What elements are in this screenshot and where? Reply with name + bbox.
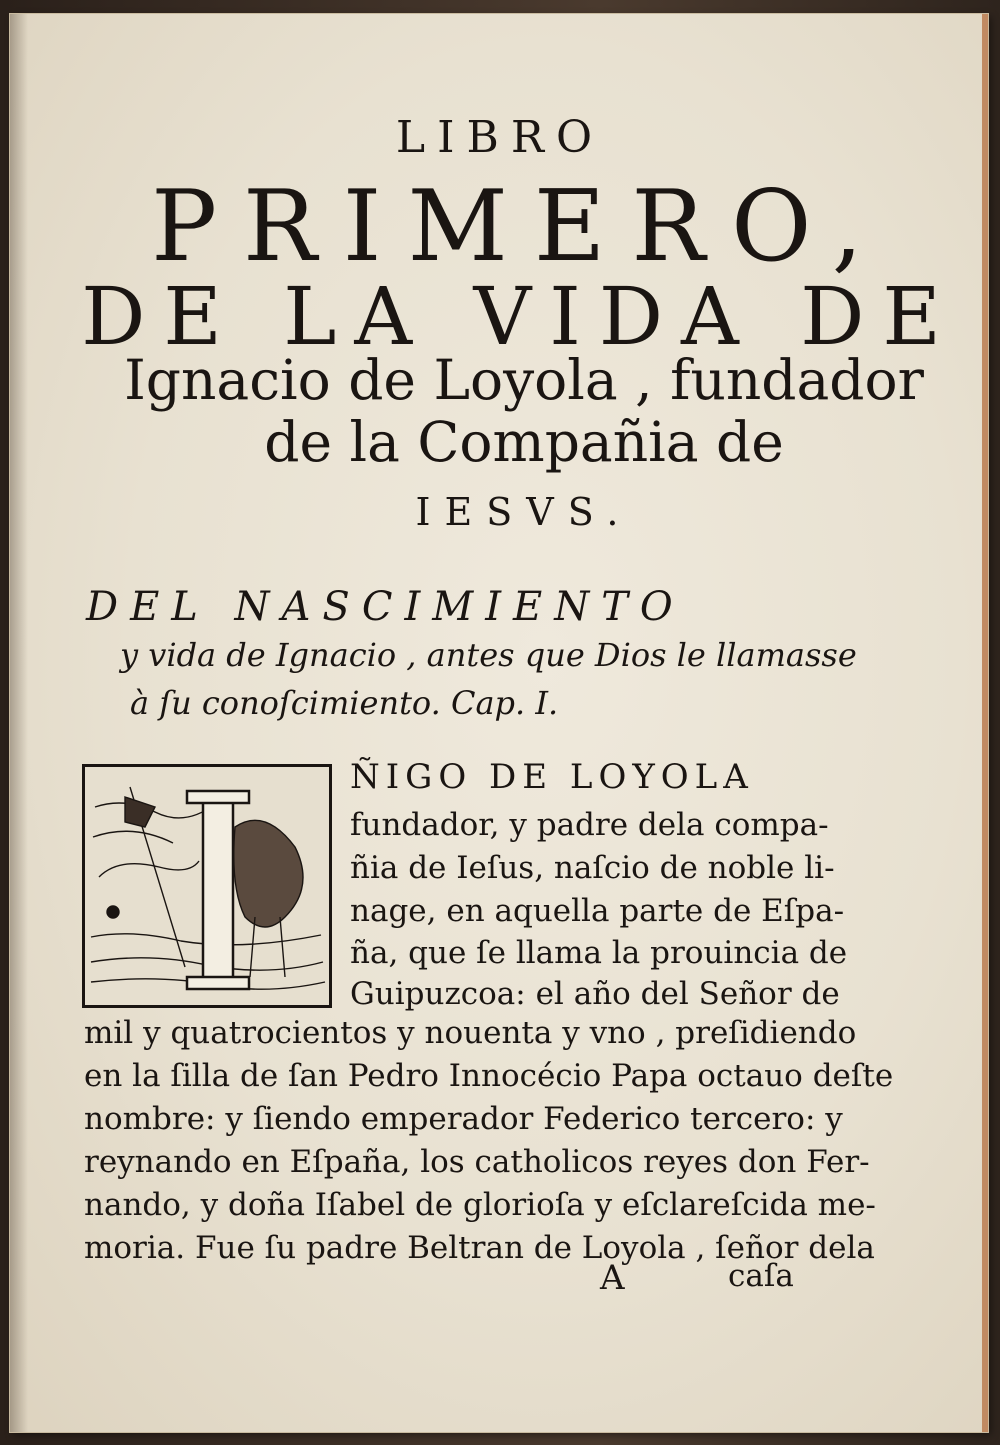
title-dela-vida: DE LA VIDA DE xyxy=(81,270,959,363)
body-line: moria. Fue ſu padre Beltran de Loyola , ſeñor dela xyxy=(84,1230,875,1266)
body-line: Guipuzcoa: el año del Señor de xyxy=(350,976,840,1012)
title-libro: LIBRO xyxy=(395,112,605,163)
body-line: nombre: y ſiendo emperador Federico tercero: y xyxy=(84,1101,843,1137)
woodcut-initial xyxy=(82,764,332,1008)
chapter-subheading-1: y vida de Ignacio , antes que Dios le llamasse xyxy=(120,636,857,674)
body-line: ña, que ſe llama la prouincia de xyxy=(350,935,848,971)
body-line: en la ſilla de ſan Pedro Innocécio Papa octauo deſte xyxy=(84,1058,894,1094)
woodcut-illustration xyxy=(85,767,329,1005)
body-line: ñia de Ieſus, naſcio de noble li- xyxy=(350,850,835,886)
catchword: caſa xyxy=(728,1258,794,1294)
body-line: fundador, y padre dela compa- xyxy=(350,807,829,843)
body-line: reynando en Eſpaña, los catholicos reyes don Fer- xyxy=(84,1144,870,1180)
signature-mark: A xyxy=(600,1258,625,1298)
page-gutter xyxy=(10,14,28,1432)
title-primero: PRIMERO, xyxy=(151,170,889,284)
body-line: ÑIGO DE LOYOLA xyxy=(350,757,754,797)
title-iesus: IESVS. xyxy=(415,490,633,534)
title-compania: de la Compañia de xyxy=(264,410,784,474)
chapter-subheading-2: à ſu conoſcimiento. Cap. I. xyxy=(130,684,559,722)
body-line: nage, en aquella parte de Eſpa- xyxy=(350,893,845,929)
body-line: mil y quatrocientos y nouenta y vno , preſidiendo xyxy=(84,1015,857,1051)
chapter-heading: DEL NASCIMIENTO xyxy=(86,584,685,630)
body-line: nando, y doña Iſabel de glorioſa y eſclareſcida me- xyxy=(84,1187,876,1223)
title-ignacio: Ignacio de Loyola , fundador xyxy=(124,348,924,412)
